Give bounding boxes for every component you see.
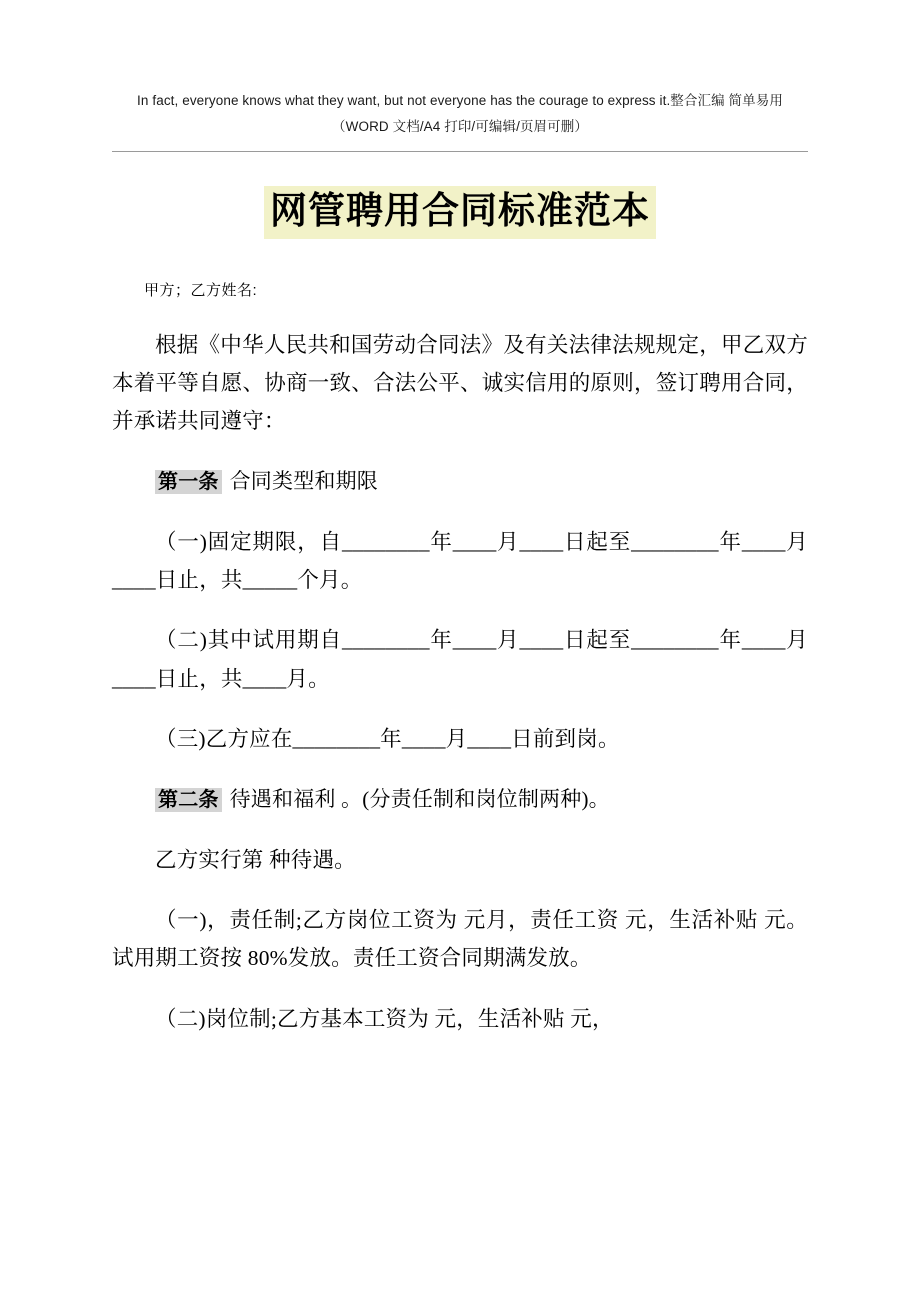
clause-two-tag: 第二条	[155, 788, 222, 812]
header-line-1: In fact, everyone knows what they want, but not everyone has the courage to express it.整合汇编 简单易用	[137, 93, 783, 108]
clause-two-intro: 乙方实行第 种待遇。	[155, 847, 356, 872]
page-title-container	[112, 186, 808, 238]
clause-one-title: 合同类型和期限	[229, 469, 379, 494]
clause-one-item-2: （二)其中试用期自________年____月____日起至________年____月____日止，共____月。	[112, 628, 808, 691]
party-names-line: 甲方；乙方姓名:	[144, 281, 258, 299]
header-line-2: （WORD 文档/A4 打印/可编辑/页眉可删）	[332, 118, 588, 134]
page-header	[112, 88, 808, 139]
clause-one-item-3: （三)乙方应在________年____月____日前到岗。	[155, 726, 620, 751]
clause-two-item-2: （二)岗位制;乙方基本工资为 元，生活补贴 元，	[155, 1006, 614, 1031]
clause-two-title: 待遇和福利 。(分责任制和岗位制两种)。	[229, 787, 610, 812]
clause-one-heading	[112, 462, 808, 501]
clause-two-item-1: （一)，责任制;乙方岗位工资为 元月，责任工资 元，生活补贴 元。试用期工资按 80%发放。责任工资合同期满发放。	[112, 908, 808, 971]
clause-one-tag: 第一条	[155, 470, 222, 494]
header-divider	[112, 151, 808, 152]
preamble-paragraph: 根据《中华人民共和国劳动合同法》及有关法律法规规定，甲乙双方本着平等自愿、协商一致、合法公平、诚实信用的原则，签订聘用合同，并承诺共同遵守：	[112, 332, 808, 434]
clause-two-heading	[112, 780, 808, 819]
clause-one-item-1: （一)固定期限，自________年____月____日起至________年____月____日止，共_____个月。	[112, 529, 808, 593]
page-title: 网管聘用合同标准范本	[264, 186, 656, 238]
